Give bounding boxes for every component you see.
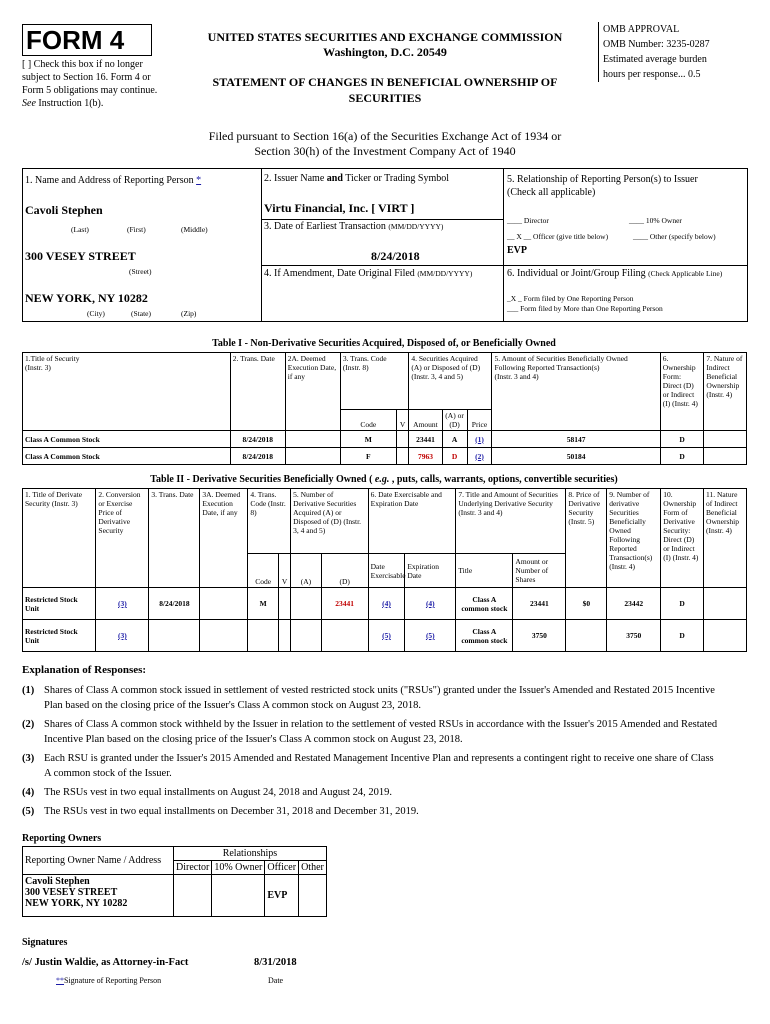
reporting-person-street: 300 VESEY STREET <box>25 249 136 263</box>
t2-sub-expiration: Expiration Date <box>405 554 456 588</box>
explanation-list <box>22 683 722 823</box>
reporting-person-section <box>22 168 748 322</box>
sec-city: Washington, D.C. 20549 <box>323 45 447 59</box>
t1-sub-price: Price <box>467 410 492 431</box>
footnote-link[interactable]: ** <box>56 976 64 985</box>
table2-title: Table II - Derivative Securities Beneficially Owned ( e.g. , puts, calls, warrants, options, convertible securities) <box>150 474 618 485</box>
t2-h-form: 10. Ownership Form of Derivative Security: Direct (D) or Indirect (I) (Instr. 4) <box>661 489 704 588</box>
earliest-transaction-date: 8/24/2018 <box>371 249 420 263</box>
t2-sub-amount: Amount or Number of Shares <box>513 554 566 588</box>
omb-box <box>598 22 763 82</box>
t1-h-amount-owned: 5. Amount of Securities Beneficially Owned Following Reported Transaction(s) (Instr. 3 and 4) <box>492 353 660 431</box>
box4-label: 4. If Amendment, Date Original Filed (MM/DD/YYYY) <box>264 268 473 279</box>
t2-h-nature: 11. Nature of Indirect Beneficial Ownership (Instr. 4) <box>704 489 747 588</box>
omb-number: OMB Number: 3235-0287 <box>603 39 710 50</box>
footnote-link[interactable]: (1) <box>475 434 484 444</box>
omb-burden: Estimated average burden <box>603 54 707 65</box>
table-row: Restricted Stock Unit (3) (5) (5) Class A common stock 3750 3750 D <box>23 620 747 652</box>
state-label: (State) <box>131 309 151 318</box>
t2-sub-a: (A) <box>291 554 322 588</box>
t1-h-acquired: 4. Securities Acquired (A) or Disposed of (D) (Instr. 3, 4 and 5) <box>409 353 492 410</box>
form-title-box <box>22 24 152 56</box>
last-label: (Last) <box>71 225 89 234</box>
box2-label: 2. Issuer Name and Ticker or Trading Symbol <box>264 173 450 184</box>
table-row: Class A Common Stock 8/24/2018 F 7963 D (2) 50184 D <box>23 448 747 465</box>
t2-h-deemed: 3A. Deemed Execution Date, if any <box>200 489 248 588</box>
t1-h-title: 1.Title of Security (Instr. 3) <box>23 353 231 431</box>
filed-pursuant-line2: Section 30(h) of the Investment Company Act of 1940 <box>254 144 516 158</box>
reporting-owners-table <box>22 846 327 917</box>
first-label: (First) <box>127 225 146 234</box>
signer-name: /s/ Justin Waldie, as Attorney-in-Fact <box>22 957 189 968</box>
explanation-item: (2) Shares of Class A common stock withheld by the Issuer in relation to the settlement of vested RSUs in accordance with the Issuer's 2015 Amended and Restated Incentive Plan based on the closing price of the Issuer's Class A common stock on August 23, 2018. <box>22 719 718 745</box>
t1-h-deemed: 2A. Deemed Execution Date, if any <box>285 353 340 431</box>
reporting-person-name: Cavoli Stephen <box>25 203 103 217</box>
more-reporting-persons-checkbox[interactable]: ___ Form filed by More than One Reporting Person <box>507 304 663 313</box>
t2-h-date: 3. Trans. Date <box>149 489 200 588</box>
zip-label: (Zip) <box>181 309 197 318</box>
box6-label: 6. Individual or Joint/Group Filing (Check Applicable Line) <box>507 268 723 279</box>
footnote-star-link[interactable]: * <box>196 175 202 186</box>
t2-h-price: 8. Price of Derivative Security (Instr. 5) <box>566 489 607 588</box>
officer-title: EVP <box>507 245 527 256</box>
t1-h-ownership-form: 6. Ownership Form: Direct (D) or Indirect (I) (Instr. 4) <box>660 353 704 431</box>
date-label: Date <box>268 976 284 985</box>
officer-header: Officer <box>265 861 299 875</box>
reporting-person-city: NEW YORK, NY 10282 <box>25 291 148 305</box>
footnote-link[interactable]: (3) <box>118 631 127 640</box>
footnote-link[interactable]: (4) <box>425 599 435 608</box>
director-header: Director <box>174 861 212 875</box>
filed-pursuant-line1: Filed pursuant to Section 16(a) of the Securities Exchange Act of 1934 or <box>208 129 562 143</box>
sec-title: UNITED STATES SECURITIES AND EXCHANGE COMMISSION <box>207 30 563 44</box>
signature-label: **Signature of Reporting Person <box>56 976 162 985</box>
t2-h-title: 1. Title of Derivate Security (Instr. 3) <box>23 489 96 588</box>
table-row: Cavoli Stephen 300 VESEY STREET NEW YORK, NY 10282 EVP <box>23 875 327 917</box>
explanation-item: (1) Shares of Class A common stock issued in settlement of vested restricted stock units ("RSUs") granted under the Issuer's Amended and Restated 2015 Incentive Plan based on the closing price of the Issuer's Class A common stock on August 23, 2018. <box>22 685 715 711</box>
relationships-header: Relationships <box>174 847 327 861</box>
t2-sub-date-exercisable: Date Exercisable <box>368 554 405 588</box>
owner-name-header: Reporting Owner Name / Address <box>23 847 174 875</box>
table-row: Restricted Stock Unit (3) 8/24/2018 M 23441 (4) (4) Class A common stock 23441 $0 23442 D <box>23 588 747 620</box>
director-checkbox[interactable]: ____ Director <box>507 216 549 225</box>
box1-label: 1. Name and Address of Reporting Person * <box>25 175 202 186</box>
box3-label: 3. Date of Earliest Transaction (MM/DD/YYYY) <box>264 221 444 232</box>
t2-h-underlying: 7. Title and Amount of Securities Underlying Derivative Security (Instr. 3 and 4) <box>456 489 566 554</box>
t2-h-conversion: 2. Conversion or Exercise Price of Derivative Security <box>96 489 149 588</box>
ten-pct-header: 10% Owner <box>212 861 265 875</box>
middle-label: (Middle) <box>181 225 208 234</box>
other-header: Other <box>299 861 327 875</box>
t2-h-exercisable: 6. Date Exercisable and Expiration Date <box>368 489 456 554</box>
t2-sub-v: V <box>278 554 290 588</box>
footnote-link[interactable]: (4) <box>382 599 391 608</box>
table1 <box>22 352 747 465</box>
city-label: (City) <box>87 309 105 318</box>
t1-sub-v: V <box>396 410 408 431</box>
table2 <box>22 488 747 652</box>
explanation-title: Explanation of Responses: <box>22 664 147 676</box>
omb-approval: OMB APPROVAL <box>603 24 680 35</box>
footnote-link[interactable]: (5) <box>425 631 435 640</box>
statement-title: STATEMENT OF CHANGES IN BENEFICIAL OWNERSHIP OF SECURITIES <box>212 75 558 105</box>
box5-label: 5. Relationship of Reporting Person(s) to Issuer (Check all applicable) <box>507 174 698 198</box>
t1-h-date: 2. Trans. Date <box>230 353 285 431</box>
t1-sub-amount: Amount <box>409 410 442 431</box>
explanation-item: (4) The RSUs vest in two equal installments on August 24, 2018 and August 24, 2019. <box>22 787 392 798</box>
footnote-link[interactable]: (3) <box>118 599 127 608</box>
reporting-owners-title: Reporting Owners <box>22 833 102 844</box>
section16-checkbox-note: [ ] Check this box if no longer subject to Section 16. Form 4 or Form 5 obligations may continue. See Instruction 1(b). <box>22 59 158 109</box>
t2-h-number: 5. Number of Derivative Securities Acquired (A) or Disposed of (D) (Instr. 3, 4 and 5) <box>291 489 368 554</box>
t1-sub-code: Code <box>340 410 396 431</box>
other-checkbox[interactable]: ____ Other (specify below) <box>633 232 716 241</box>
street-label: (Street) <box>129 267 152 276</box>
t1-h-nature: 7. Nature of Indirect Beneficial Ownership (Instr. 4) <box>704 353 747 431</box>
signature-date: 8/31/2018 <box>254 957 297 968</box>
t2-h-code: 4. Trans. Code (Instr. 8) <box>248 489 291 554</box>
ten-pct-owner-checkbox[interactable]: ____ 10% Owner <box>629 216 682 225</box>
t2-sub-d: (D) <box>321 554 368 588</box>
table1-title: Table I - Non-Derivative Securities Acquired, Disposed of, or Beneficially Owned <box>212 338 556 349</box>
t2-h-owned: 9. Number of derivative Securities Beneficially Owned Following Reported Transaction(s) (Instr. 4) <box>607 489 661 588</box>
form-title: FORM 4 <box>26 25 125 55</box>
t1-sub-aord: (A) or (D) <box>442 410 467 431</box>
omb-hours: hours per response... 0.5 <box>603 69 701 80</box>
officer-checkbox[interactable]: __ X __ Officer (give title below) <box>507 232 609 241</box>
footnote-link[interactable]: (2) <box>475 451 484 461</box>
issuer-name: Virtu Financial, Inc. [ VIRT ] <box>264 201 415 215</box>
t2-sub-title: Title <box>456 554 513 588</box>
footnote-link[interactable]: (5) <box>382 631 391 640</box>
explanation-item: (3) Each RSU is granted under the Issuer's 2015 Amended and Restated Management Incentive Plan and represents a contingent right to receive one share of Class A common stock of the Issuer. <box>22 753 714 779</box>
table-row: Class A Common Stock 8/24/2018 M 23441 A (1) 58147 D <box>23 431 747 448</box>
explanation-item: (5) The RSUs vest in two equal installments on December 31, 2018 and December 31, 2019. <box>22 806 419 817</box>
t2-sub-code: Code <box>248 554 279 588</box>
t1-h-code: 3. Trans. Code (Instr. 8) <box>340 353 409 410</box>
one-reporting-person-checkbox[interactable]: _X _ Form filed by One Reporting Person <box>507 294 634 303</box>
signatures-title: Signatures <box>22 937 68 948</box>
